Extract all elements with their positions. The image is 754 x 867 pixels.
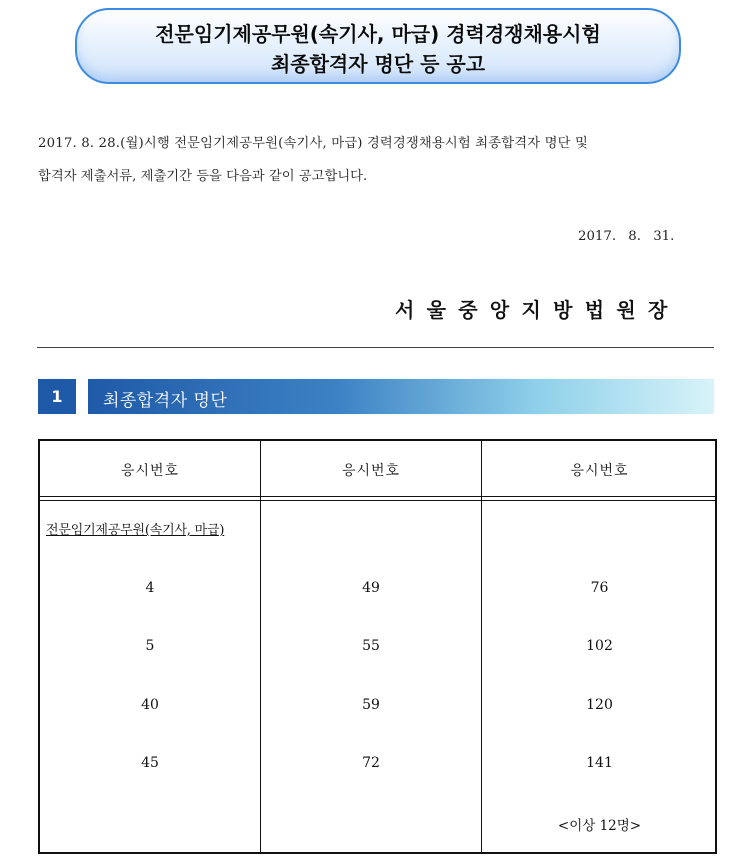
table-cell: 141 (586, 755, 613, 771)
table-cell: 120 (586, 697, 613, 713)
announcement-title-box (75, 8, 681, 84)
issuer-signature: 서울중앙지방법원장 (395, 298, 680, 322)
divider-line (37, 347, 714, 348)
table-header-exam-number: 응시번호 (570, 463, 629, 479)
table-cell: 45 (141, 755, 159, 771)
intro-paragraph-line-1: 2017. 8. 28.(월)시행 전문임기제공무원(속기사, 마급) 경력경쟁채용시험 최종합격자 명단 및 (38, 136, 588, 151)
section-header-bar (88, 379, 714, 414)
table-cell: 76 (590, 580, 609, 596)
announcement-date: 2017. 8. 31. (578, 229, 675, 244)
table-cell: 49 (362, 580, 380, 596)
successful-candidates-table (38, 439, 717, 854)
section-title: 최종합격자 명단 (103, 391, 228, 411)
table-cell: 102 (586, 638, 613, 654)
intro-paragraph-line-2: 합격자 제출서류, 제출기간 등을 다음과 같이 공고합니다. (38, 169, 368, 184)
table-total-note: <이상 12명> (557, 818, 642, 834)
table-cell: 5 (145, 638, 155, 654)
table-cell: 40 (141, 697, 159, 713)
section-number-badge: 1 (38, 379, 76, 414)
table-cell: 55 (362, 638, 380, 654)
table-category-label: 전문임기제공무원(속기사, 마급) (46, 523, 225, 538)
table-cell: 72 (362, 755, 380, 771)
announcement-title-line-2: 최종합격자 명단 등 공고 (270, 52, 486, 76)
table-cell: 59 (362, 697, 380, 713)
table-cell: 4 (145, 580, 155, 596)
table-header-exam-number: 응시번호 (341, 463, 401, 479)
announcement-title-line-1: 전문임기제공무원(속기사, 마급) 경력경쟁채용시험 (155, 22, 601, 46)
table-header-exam-number: 응시번호 (120, 463, 180, 479)
table-header-divider (40, 496, 715, 501)
